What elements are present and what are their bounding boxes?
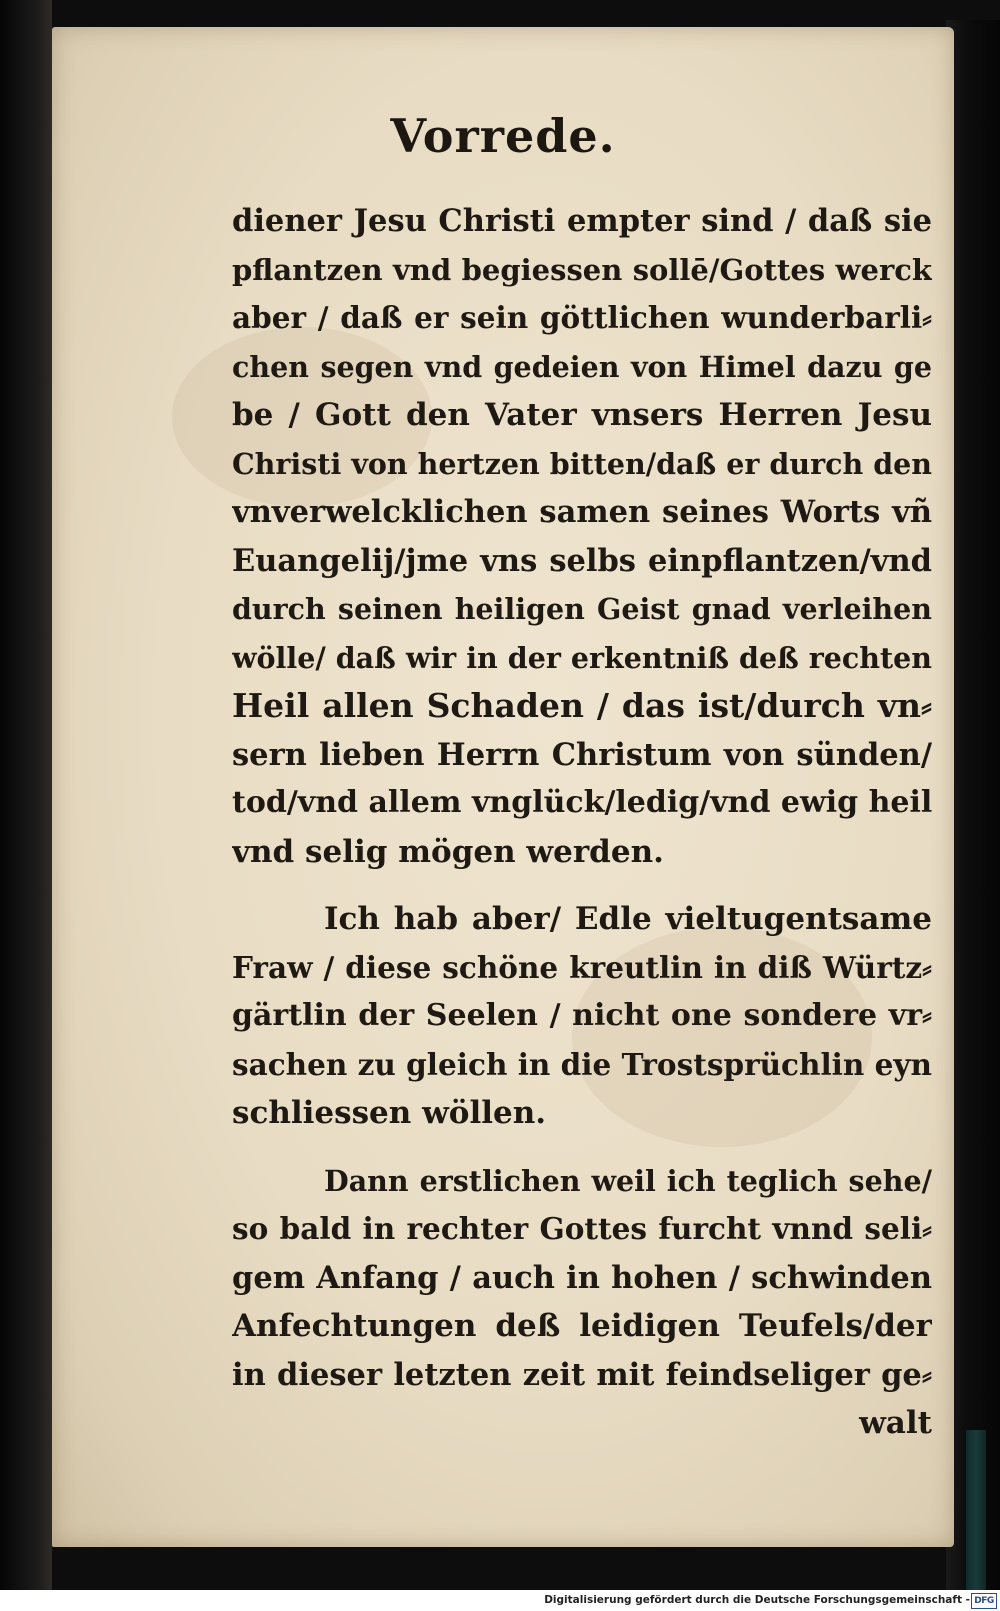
book-edge (946, 20, 1000, 1590)
digitization-footer (0, 1590, 1000, 1611)
text-line: tod/vnd allem vnglück/ledig/vnd ewig heil (232, 785, 932, 820)
text-line: durch seinen heiligen Geist gnad verleihen (232, 592, 932, 626)
text-line-emphasis: Heil allen Schaden / das ist/durch vn⸗ (232, 686, 932, 725)
text-line: gem Anfang / auch in hohen / schwinden (232, 1259, 932, 1296)
text-line: Anfechtungen deß leidigen Teufels/der (232, 1308, 932, 1344)
funding-credit: Digitalisierung gefördert durch die Deutsche Forschungsgemeinschaft - (544, 1594, 970, 1606)
text-line: diener Jesu Christi empter sind / daß sie (232, 203, 932, 239)
page-heading: Vorrede. (390, 109, 616, 163)
body-text (232, 197, 932, 1448)
book-page (52, 27, 954, 1547)
text-line: wölle/ daß wir in der erkentniß deß rechten (232, 640, 932, 675)
text-line: pflantzen vnd begiessen sollē/Gottes werck (232, 252, 932, 287)
dfg-logo: DFG (971, 1593, 997, 1609)
bookmark-ribbon (966, 1430, 986, 1590)
text-line: vnverwelcklichen samen seines Worts vñ (232, 494, 932, 530)
text-line: in dieser letzten zeit mit feindseliger ge⸗ (232, 1356, 932, 1393)
text-line: sern lieben Herrn Christum von sünden/ (232, 736, 932, 773)
text-line: Christi von hertzen bitten/daß er durch den (232, 446, 932, 481)
text-line: schliessen wöllen. (232, 1095, 547, 1131)
text-line: sachen zu gleich in die Trostsprüchlin eyn (232, 1046, 932, 1082)
text-line: vnd selig mögen werden. (232, 833, 664, 870)
catchword: walt (859, 1405, 932, 1441)
text-line-indented: Dann erstlichen weil ich teglich sehe/ (324, 1163, 932, 1198)
text-line: gärtlin der Seelen / nicht one sondere vr⸗ (232, 998, 932, 1033)
text-line: so bald in rechter Gottes furcht vnnd seli⸗ (232, 1211, 932, 1246)
text-line-indented: Ich hab aber/ Edle vieltugentsame (324, 901, 932, 937)
text-line: aber / daß er sein göttlichen wunderbarli⸗ (232, 300, 932, 335)
text-line: chen segen vnd gedeien von Himel dazu ge (232, 349, 932, 384)
binding-shadow (0, 0, 52, 1590)
text-line: Fraw / diese schöne kreutlin in diß Würtz⸗ (232, 949, 932, 985)
text-line: Euangelij/jme vns selbs einpflantzen/vnd (232, 542, 932, 579)
text-line: be / Gott den Vater vnsers Herren Jesu (232, 397, 932, 433)
